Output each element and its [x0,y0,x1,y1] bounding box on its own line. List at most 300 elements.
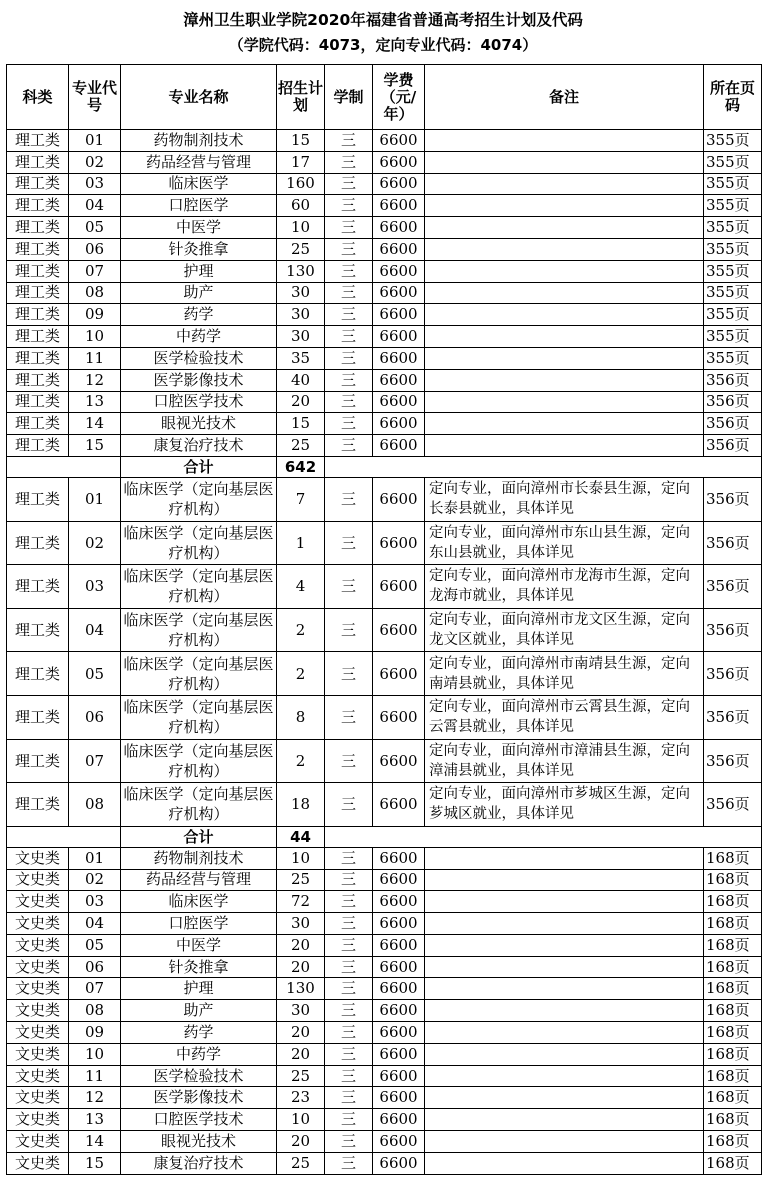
cell-page: 168页 [704,956,762,978]
cell-name: 临床医学（定向基层医疗机构） [121,695,277,739]
cell-name: 护理 [121,260,277,282]
cell-name: 临床医学（定向基层医疗机构） [121,565,277,609]
cell-note [425,1087,704,1109]
cell-fee: 6600 [373,652,425,696]
table-row [7,217,762,239]
cell-code: 06 [69,238,121,260]
cell-length: 三 [325,1087,373,1109]
cell-note: 定向专业，面向漳州市东山县生源，定向东山县就业，具体详见 [425,521,704,565]
table-row [7,847,762,869]
table-row [7,326,762,348]
cell-code: 07 [69,260,121,282]
cell-name: 临床医学（定向基层医疗机构） [121,652,277,696]
cell-category: 文史类 [7,869,69,891]
cell-code: 09 [69,304,121,326]
cell-quota: 20 [277,1022,325,1044]
cell-note [425,151,704,173]
cell-code: 14 [69,413,121,435]
cell-page: 168页 [704,1065,762,1087]
cell-fee: 6600 [373,282,425,304]
cell-name: 临床医学 [121,173,277,195]
cell-note [425,173,704,195]
cell-note [425,130,704,152]
cell-page: 356页 [704,369,762,391]
table-row [7,1152,762,1174]
cell-note: 定向专业，面向漳州市漳浦县生源，定向漳浦县就业，具体详见 [425,739,704,783]
cell-note: 定向专业，面向漳州市云霄县生源，定向云霄县就业，具体详见 [425,695,704,739]
cell-page: 168页 [704,1087,762,1109]
cell-length: 三 [325,260,373,282]
cell-page: 356页 [704,652,762,696]
cell-length: 三 [325,847,373,869]
cell-name: 药物制剂技术 [121,130,277,152]
cell-category: 理工类 [7,413,69,435]
cell-category: 理工类 [7,217,69,239]
cell-page: 356页 [704,565,762,609]
cell-category: 理工类 [7,282,69,304]
cell-length: 三 [325,934,373,956]
cell-fee: 6600 [373,783,425,827]
cell-fee: 6600 [373,238,425,260]
cell-category: 理工类 [7,391,69,413]
cell-length: 三 [325,1152,373,1174]
cell-fee: 6600 [373,435,425,457]
cell-page: 356页 [704,608,762,652]
cell-name: 口腔医学技术 [121,1109,277,1131]
cell-page: 168页 [704,1131,762,1153]
cell-name: 助产 [121,282,277,304]
header-category: 科类 [7,65,69,130]
cell-quota: 25 [277,1065,325,1087]
cell-fee: 6600 [373,1131,425,1153]
table-row [7,978,762,1000]
cell-note: 定向专业，面向漳州市芗城区生源，定向芗城区就业，具体详见 [425,783,704,827]
cell-category: 文史类 [7,1087,69,1109]
page-title: 漳州卫生职业学院2020年福建省普通高考招生计划及代码 [183,11,583,29]
subtotal-row [7,826,762,847]
cell-name: 医学影像技术 [121,1087,277,1109]
cell-quota: 15 [277,130,325,152]
cell-category: 文史类 [7,1000,69,1022]
cell-quota: 130 [277,260,325,282]
cell-code: 02 [69,151,121,173]
cell-code: 11 [69,1065,121,1087]
cell-quota: 25 [277,238,325,260]
table-row [7,695,762,739]
cell-category: 理工类 [7,695,69,739]
cell-code: 12 [69,369,121,391]
cell-name: 中药学 [121,1043,277,1065]
cell-quota: 72 [277,891,325,913]
cell-code: 13 [69,391,121,413]
cell-category: 理工类 [7,521,69,565]
cell-length: 三 [325,217,373,239]
cell-page: 356页 [704,783,762,827]
cell-fee: 6600 [373,151,425,173]
table-row [7,739,762,783]
cell-category: 理工类 [7,326,69,348]
cell-quota: 10 [277,217,325,239]
cell-note [425,435,704,457]
cell-page: 168页 [704,847,762,869]
table-row [7,1109,762,1131]
cell-name: 口腔医学 [121,195,277,217]
cell-quota: 30 [277,304,325,326]
cell-code: 06 [69,695,121,739]
cell-category: 理工类 [7,347,69,369]
cell-length: 三 [325,238,373,260]
cell-quota: 20 [277,1043,325,1065]
cell-name: 药品经营与管理 [121,151,277,173]
table-row [7,173,762,195]
cell-length: 三 [325,652,373,696]
cell-page: 168页 [704,1022,762,1044]
cell-note [425,391,704,413]
subtotal-label: 合计 [121,456,277,477]
cell-length: 三 [325,435,373,457]
table-row [7,783,762,827]
cell-category: 理工类 [7,435,69,457]
cell-quota: 8 [277,695,325,739]
cell-page: 355页 [704,304,762,326]
cell-length: 三 [325,1043,373,1065]
table-row [7,477,762,521]
cell-quota: 30 [277,1000,325,1022]
table-header-row [7,65,762,130]
subtotal-row [7,456,762,477]
cell-category: 理工类 [7,304,69,326]
cell-category: 文史类 [7,1022,69,1044]
cell-length: 三 [325,130,373,152]
cell-fee: 6600 [373,739,425,783]
cell-length: 三 [325,695,373,739]
cell-fee: 6600 [373,565,425,609]
cell-fee: 6600 [373,1152,425,1174]
cell-note [425,847,704,869]
cell-quota: 15 [277,413,325,435]
cell-code: 05 [69,217,121,239]
cell-category: 理工类 [7,260,69,282]
cell-code: 08 [69,1000,121,1022]
table-row [7,565,762,609]
cell-quota: 20 [277,1131,325,1153]
cell-length: 三 [325,978,373,1000]
cell-page: 356页 [704,391,762,413]
cell-category: 理工类 [7,652,69,696]
cell-length: 三 [325,347,373,369]
cell-fee: 6600 [373,978,425,1000]
cell-quota: 1 [277,521,325,565]
cell-page: 356页 [704,739,762,783]
cell-fee: 6600 [373,1000,425,1022]
cell-quota: 23 [277,1087,325,1109]
cell-category: 文史类 [7,934,69,956]
cell-note [425,326,704,348]
cell-fee: 6600 [373,477,425,521]
cell-name: 中药学 [121,326,277,348]
cell-category: 理工类 [7,238,69,260]
cell-length: 三 [325,369,373,391]
cell-page: 355页 [704,260,762,282]
page-subtitle: （学院代码：4073，定向专业代码：4074） [228,36,538,54]
table-row [7,1043,762,1065]
cell-page: 168页 [704,913,762,935]
table-row [7,391,762,413]
cell-code: 02 [69,869,121,891]
cell-category: 文史类 [7,1065,69,1087]
cell-quota: 30 [277,913,325,935]
cell-quota: 2 [277,652,325,696]
cell-name: 临床医学 [121,891,277,913]
cell-page: 168页 [704,1043,762,1065]
cell-quota: 25 [277,1152,325,1174]
cell-name: 康复治疗技术 [121,1152,277,1174]
cell-quota: 2 [277,608,325,652]
table-row [7,347,762,369]
cell-name: 助产 [121,1000,277,1022]
table-row [7,238,762,260]
cell-quota: 25 [277,435,325,457]
cell-code: 15 [69,1152,121,1174]
cell-code: 10 [69,1043,121,1065]
cell-note [425,956,704,978]
header-code: 专业代号 [69,65,121,130]
subtotal-empty [325,456,762,477]
cell-category: 文史类 [7,913,69,935]
cell-length: 三 [325,413,373,435]
cell-note [425,195,704,217]
cell-length: 三 [325,783,373,827]
cell-category: 文史类 [7,1043,69,1065]
table-row [7,1087,762,1109]
cell-length: 三 [325,956,373,978]
cell-category: 理工类 [7,783,69,827]
table-row [7,521,762,565]
cell-note: 定向专业，面向漳州市龙文区生源，定向龙文区就业，具体详见 [425,608,704,652]
cell-page: 355页 [704,238,762,260]
cell-name: 眼视光技术 [121,413,277,435]
table-row [7,1000,762,1022]
cell-length: 三 [325,477,373,521]
table-row [7,304,762,326]
cell-page: 168页 [704,1152,762,1174]
cell-name: 医学检验技术 [121,1065,277,1087]
cell-length: 三 [325,1109,373,1131]
cell-length: 三 [325,304,373,326]
cell-page: 355页 [704,347,762,369]
cell-note [425,978,704,1000]
cell-fee: 6600 [373,695,425,739]
cell-page: 168页 [704,891,762,913]
cell-code: 06 [69,956,121,978]
cell-name: 药学 [121,304,277,326]
cell-name: 药学 [121,1022,277,1044]
cell-code: 03 [69,891,121,913]
table-row [7,413,762,435]
table-row [7,608,762,652]
cell-quota: 40 [277,369,325,391]
table-row [7,913,762,935]
cell-page: 355页 [704,217,762,239]
cell-code: 11 [69,347,121,369]
cell-note [425,304,704,326]
cell-quota: 20 [277,934,325,956]
cell-fee: 6600 [373,173,425,195]
cell-name: 针灸推拿 [121,238,277,260]
cell-fee: 6600 [373,956,425,978]
cell-page: 168页 [704,978,762,1000]
cell-category: 文史类 [7,956,69,978]
cell-fee: 6600 [373,891,425,913]
cell-note [425,1131,704,1153]
cell-fee: 6600 [373,217,425,239]
cell-fee: 6600 [373,608,425,652]
cell-length: 三 [325,913,373,935]
cell-page: 168页 [704,1000,762,1022]
cell-code: 01 [69,130,121,152]
cell-page: 356页 [704,695,762,739]
cell-note: 定向专业，面向漳州市南靖县生源，定向南靖县就业，具体详见 [425,652,704,696]
cell-length: 三 [325,1131,373,1153]
cell-quota: 10 [277,847,325,869]
cell-code: 07 [69,739,121,783]
table-row [7,260,762,282]
cell-category: 文史类 [7,978,69,1000]
table-row [7,1022,762,1044]
cell-fee: 6600 [373,195,425,217]
cell-fee: 6600 [373,326,425,348]
cell-fee: 6600 [373,1109,425,1131]
cell-fee: 6600 [373,130,425,152]
cell-name: 临床医学（定向基层医疗机构） [121,608,277,652]
enrollment-table [6,64,762,1175]
table-row [7,151,762,173]
cell-code: 08 [69,282,121,304]
cell-quota: 30 [277,282,325,304]
cell-code: 04 [69,913,121,935]
cell-quota: 10 [277,1109,325,1131]
cell-fee: 6600 [373,304,425,326]
cell-quota: 30 [277,326,325,348]
cell-fee: 6600 [373,934,425,956]
header-fee: 学费（元/年） [373,65,425,130]
cell-name: 口腔医学技术 [121,391,277,413]
cell-fee: 6600 [373,1065,425,1087]
cell-code: 07 [69,978,121,1000]
cell-fee: 6600 [373,847,425,869]
cell-note [425,1065,704,1087]
cell-name: 中医学 [121,934,277,956]
cell-note [425,217,704,239]
cell-note [425,891,704,913]
header-name: 专业名称 [121,65,277,130]
cell-fee: 6600 [373,347,425,369]
cell-fee: 6600 [373,391,425,413]
cell-category: 理工类 [7,130,69,152]
cell-fee: 6600 [373,869,425,891]
cell-code: 09 [69,1022,121,1044]
cell-code: 03 [69,565,121,609]
cell-code: 05 [69,652,121,696]
cell-page: 355页 [704,326,762,348]
cell-category: 文史类 [7,1109,69,1131]
cell-note: 定向专业，面向漳州市长泰县生源，定向长泰县就业，具体详见 [425,477,704,521]
subtotal-empty [7,456,121,477]
cell-page: 355页 [704,173,762,195]
cell-fee: 6600 [373,521,425,565]
table-row [7,369,762,391]
cell-code: 08 [69,783,121,827]
cell-code: 14 [69,1131,121,1153]
table-row [7,891,762,913]
cell-name: 口腔医学 [121,913,277,935]
cell-length: 三 [325,173,373,195]
header-page: 所在页码 [704,65,762,130]
cell-name: 眼视光技术 [121,1131,277,1153]
cell-length: 三 [325,521,373,565]
cell-quota: 7 [277,477,325,521]
cell-quota: 20 [277,391,325,413]
cell-code: 04 [69,608,121,652]
cell-length: 三 [325,739,373,783]
cell-quota: 160 [277,173,325,195]
cell-code: 03 [69,173,121,195]
cell-page: 356页 [704,413,762,435]
cell-length: 三 [325,151,373,173]
cell-name: 临床医学（定向基层医疗机构） [121,739,277,783]
cell-name: 临床医学（定向基层医疗机构） [121,521,277,565]
cell-category: 理工类 [7,369,69,391]
header-note: 备注 [425,65,704,130]
cell-note [425,347,704,369]
cell-category: 文史类 [7,847,69,869]
cell-code: 10 [69,326,121,348]
cell-category: 理工类 [7,565,69,609]
table-row [7,435,762,457]
cell-note [425,1043,704,1065]
table-body [7,130,762,1175]
cell-code: 04 [69,195,121,217]
cell-note [425,913,704,935]
cell-fee: 6600 [373,913,425,935]
cell-quota: 18 [277,783,325,827]
cell-page: 355页 [704,130,762,152]
cell-length: 三 [325,1022,373,1044]
cell-code: 12 [69,1087,121,1109]
cell-code: 15 [69,435,121,457]
cell-page: 168页 [704,934,762,956]
cell-quota: 130 [277,978,325,1000]
cell-quota: 20 [277,956,325,978]
cell-page: 356页 [704,477,762,521]
cell-length: 三 [325,282,373,304]
cell-note [425,1000,704,1022]
table-row [7,195,762,217]
cell-fee: 6600 [373,1087,425,1109]
subtotal-empty [7,826,121,847]
cell-length: 三 [325,608,373,652]
cell-length: 三 [325,891,373,913]
cell-category: 理工类 [7,477,69,521]
cell-name: 中医学 [121,217,277,239]
cell-page: 355页 [704,195,762,217]
table-row [7,1065,762,1087]
cell-category: 理工类 [7,608,69,652]
cell-category: 理工类 [7,173,69,195]
cell-name: 医学影像技术 [121,369,277,391]
table-row [7,282,762,304]
header-length: 学制 [325,65,373,130]
